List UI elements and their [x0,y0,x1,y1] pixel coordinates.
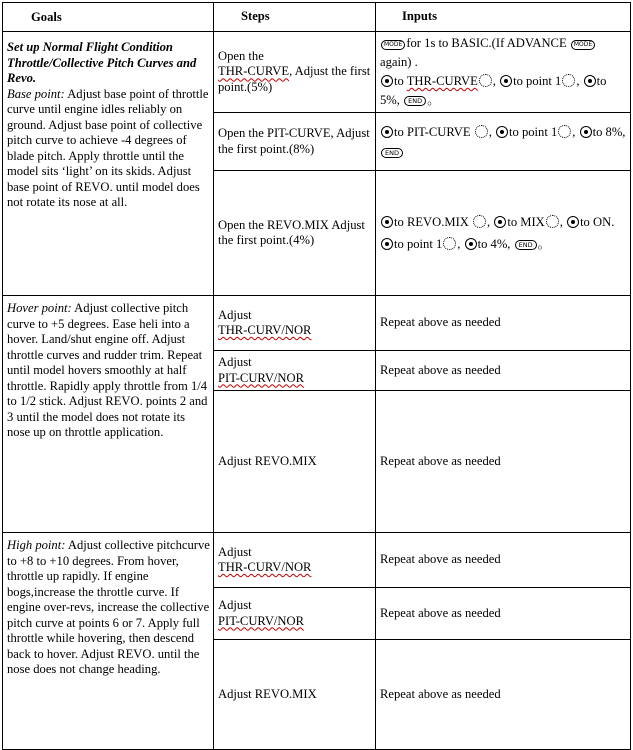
step-cell [214,391,376,533]
rotate-dial-icon [475,125,488,138]
table-row [3,296,631,351]
table-row [3,533,631,588]
jog-dial-icon [381,216,393,228]
input-text: to point 1 [509,124,558,139]
goal-body: Adjust collective pitch curve to +5 degrees. Ease heli into a hover. Land/shut engine off. Adjust throttle curves and rudder trim. Repeat until model hovers smoothly at half throttle. Rapidly apply throttle from 1/4 to 1/2 stick. Adjust REVO. points 2 and 3 until the model does not rotate its nose up on throttle application. [7,301,208,439]
table-row [3,32,631,113]
input-text: 。 [427,93,440,107]
step-cell [214,533,376,588]
jog-dial-icon [584,75,596,87]
jog-dial-icon [580,126,592,138]
inputs-cell: to REVO.MIX , to MIX , to ON.to point 1 , to 4%, END 。 [376,171,631,296]
input-text: 。 [537,237,551,251]
jog-dial-icon [381,75,393,87]
rotate-dial-icon [558,125,571,138]
goal-base-text [7,87,210,211]
goal-body: Adjust collective pitchcurve to +8 to +10 degrees. From hover, throttle up rapidly. If engine bogs,increase the throttle curve. If engine over-revs, increase the collective pitch curve at points 6 or 7. Apply full throttle while hovering, then descend back to hover. Adjust REVO. until the nose does not change heading. [7,538,210,676]
step-cell [214,32,376,113]
step-text: Adjust [218,307,252,322]
step-text: THR-CURVE [218,64,290,79]
step-text: , Adjust the first point.(5%) [218,64,371,94]
inputs-cell: Repeat above as needed [376,640,631,750]
step-text: THR-CURV/NOR [218,560,312,574]
step-text: THR-CURV/NOR [218,323,312,337]
goal-hover-cell [3,296,214,533]
jog-dial-icon [465,238,477,250]
inputs-cell: Repeat above as needed [376,588,631,640]
input-text: to 4%, [477,237,511,251]
flight-setup-table [2,2,631,750]
input-text: to 8%, [592,124,626,139]
goal-base-cell [3,32,214,296]
input-text: THR-CURVE [406,74,478,88]
jog-dial-icon [567,216,579,228]
goal-high-cell [3,533,214,750]
rotate-dial-icon [479,74,492,87]
rotate-dial-icon [546,215,559,228]
input-text: to [394,74,404,88]
mode-key-icon: MODE [381,40,405,50]
step-cell [214,640,376,750]
step-text: Adjust [218,544,252,559]
step-cell [214,296,376,351]
input-text: to point 1 [513,74,562,88]
step-text: REVO.MIX [254,686,317,701]
header-inputs: Inputs [376,3,631,32]
jog-dial-icon [494,216,506,228]
rotate-dial-icon [443,237,456,250]
input-text: to point 1 [394,237,443,251]
mode-key-icon: MODE [571,40,595,50]
input-text: to ON. [580,215,615,229]
inputs-cell: Repeat above as needed [376,391,631,533]
step-text: Adjust [218,686,252,701]
jog-dial-icon [381,238,393,250]
step-text: Adjust [218,598,252,612]
inputs-cell: Repeat above as needed [376,296,631,351]
step-cell: Open the REVO.MIX Adjust the first point.(4%) [214,171,376,296]
input-text: to MIX [507,215,545,229]
end-key-icon: END [404,96,426,106]
rotate-dial-icon [562,74,575,87]
step-text: Open the [218,48,264,63]
inputs-cell: MODE for 1s to BASIC.(If ADVANCE MODEagain) . to THR-CURVE , to point 1 , to 5%, END 。 [376,32,631,113]
goal-title: Set up Normal Flight Condition Throttle/Collective Pitch Curves and Revo. [7,40,197,85]
inputs-cell: to PIT-CURVE , to point 1 , to 8%, END [376,113,631,171]
jog-dial-icon [500,75,512,87]
end-key-icon: END [515,240,537,250]
jog-dial-icon [496,126,508,138]
goal-label: Hover point: [7,301,72,315]
input-text: to REVO.MIX [394,215,469,229]
step-cell [214,588,376,640]
step-cell [214,351,376,391]
header-goals: Goals [3,3,214,32]
header-steps: Steps [214,3,376,32]
jog-dial-icon [381,126,393,138]
input-text: to PIT-CURVE [394,124,471,139]
step-text: PIT-CURV/NOR [218,613,304,628]
input-text: to 5%, [380,74,607,107]
step-text: PIT-CURV/NOR [218,370,304,385]
rotate-dial-icon [473,215,486,228]
step-text: REVO.MIX [254,453,317,468]
input-text: for 1s to BASIC.(If ADVANCE [406,36,567,50]
input-text: again) . [380,55,418,69]
step-text: Adjust [218,453,252,468]
header-row [3,3,631,32]
goal-label: High point: [7,538,66,552]
step-text: Adjust [218,355,252,369]
end-key-icon: END [381,148,403,158]
inputs-cell: Repeat above as needed [376,351,631,391]
inputs-cell: Repeat above as needed [376,533,631,588]
goal-label: Base point: [7,86,65,101]
goal-body: Adjust base point of throttle curve until engine idles reliably on ground. Adjust base point of collective pitch curve to achieve -4 degrees of blade pitch. Apply throttle until the model sits ‘light’ on its skids. Adjust base point of REVO. until model does not rotate its nose at all. [7,86,209,209]
step-cell: Open the PIT-CURVE, Adjust the first point.(8%) [214,113,376,171]
